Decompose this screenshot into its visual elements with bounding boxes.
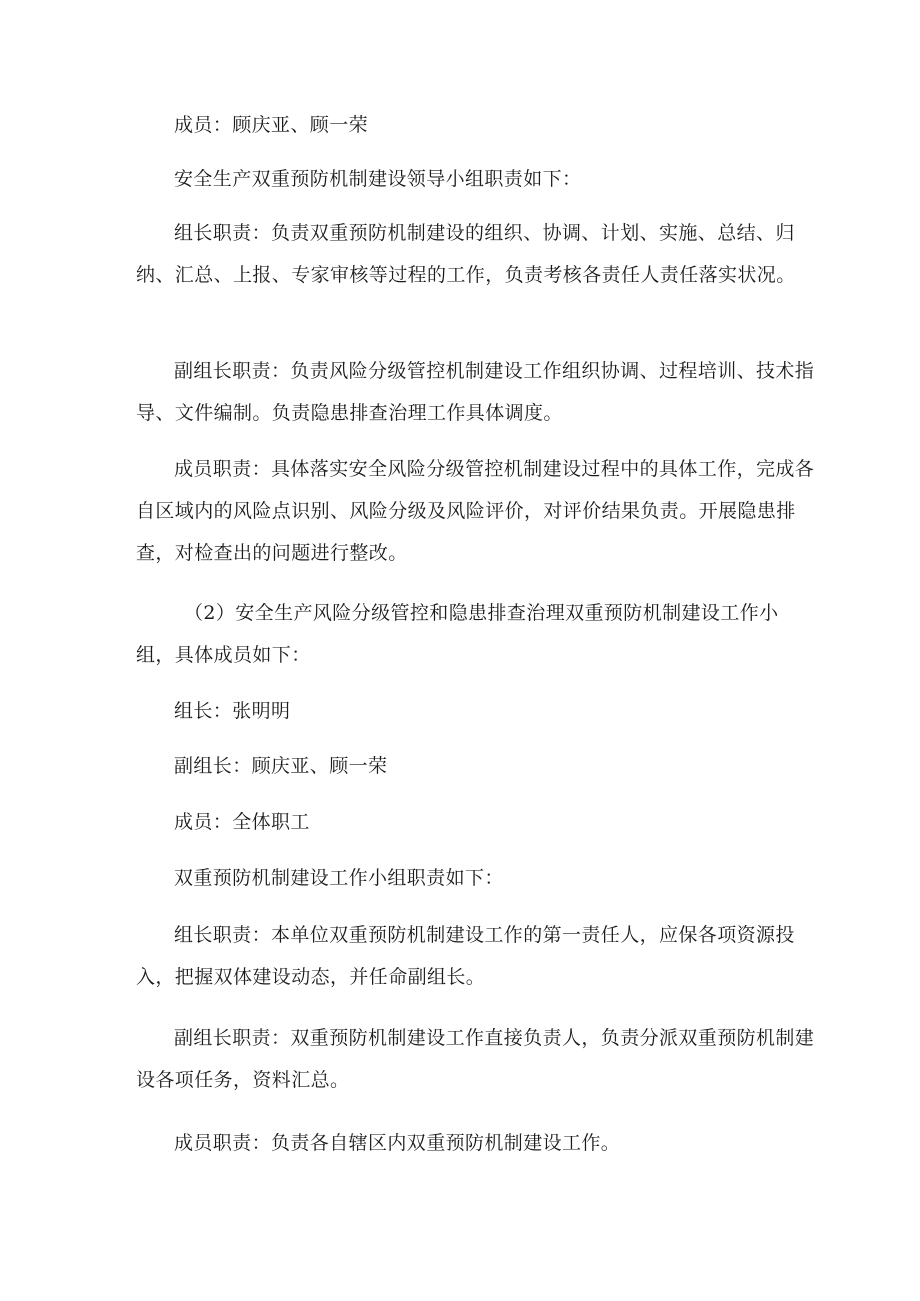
paragraph-members: 成员：顾庆亚、顾一荣 [174, 114, 369, 136]
paragraph-group-deputy-leaders: 副组长：顾庆亚、顾一荣 [174, 755, 388, 777]
paragraph-deputy-leader-duties: 副组长职责：负责风险分级管控机制建设工作组织协调、过程培训、技术指导、文件编制。负责隐患排查治理工作具体调度。 [136, 360, 815, 424]
paragraph-leader-duties: 组长职责：负责双重预防机制建设的组织、协调、计划、实施、总结、归纳、汇总、上报、专家审核等过程的工作，负责考核各责任人责任落实状况。 [136, 222, 796, 286]
paragraph-group-member-duties: 成员职责：负责各自辖区内双重预防机制建设工作。 [174, 1132, 621, 1154]
paragraph-group-deputy-duties: 副组长职责：双重预防机制建设工作直接负责人，负责分派双重预防机制建设各项任务，资料汇总。 [136, 1027, 815, 1091]
paragraph-leadership-duties-heading: 安全生产双重预防机制建设领导小组职责如下： [174, 168, 582, 190]
paragraph-group-leader: 组长：张明明 [174, 700, 291, 722]
paragraph-member-duties: 成员职责：具体落实安全风险分级管控机制建设过程中的具体工作，完成各自区域内的风险点识别、风险分级及风险评价，对评价结果负责。开展隐患排查，对检查出的问题进行整改。 [136, 458, 815, 564]
paragraph-group-leader-duties: 组长职责：本单位双重预防机制建设工作的第一责任人，应保各项资源投入，把握双体建设动态，并任命副组长。 [136, 924, 795, 988]
paragraph-group-duties-heading: 双重预防机制建设工作小组职责如下： [174, 867, 504, 889]
paragraph-working-group-intro: （2）安全生产风险分级管控和隐患排查治理双重预防机制建设工作小组，具体成员如下： [136, 602, 779, 666]
paragraph-group-members: 成员：全体职工 [174, 811, 310, 833]
